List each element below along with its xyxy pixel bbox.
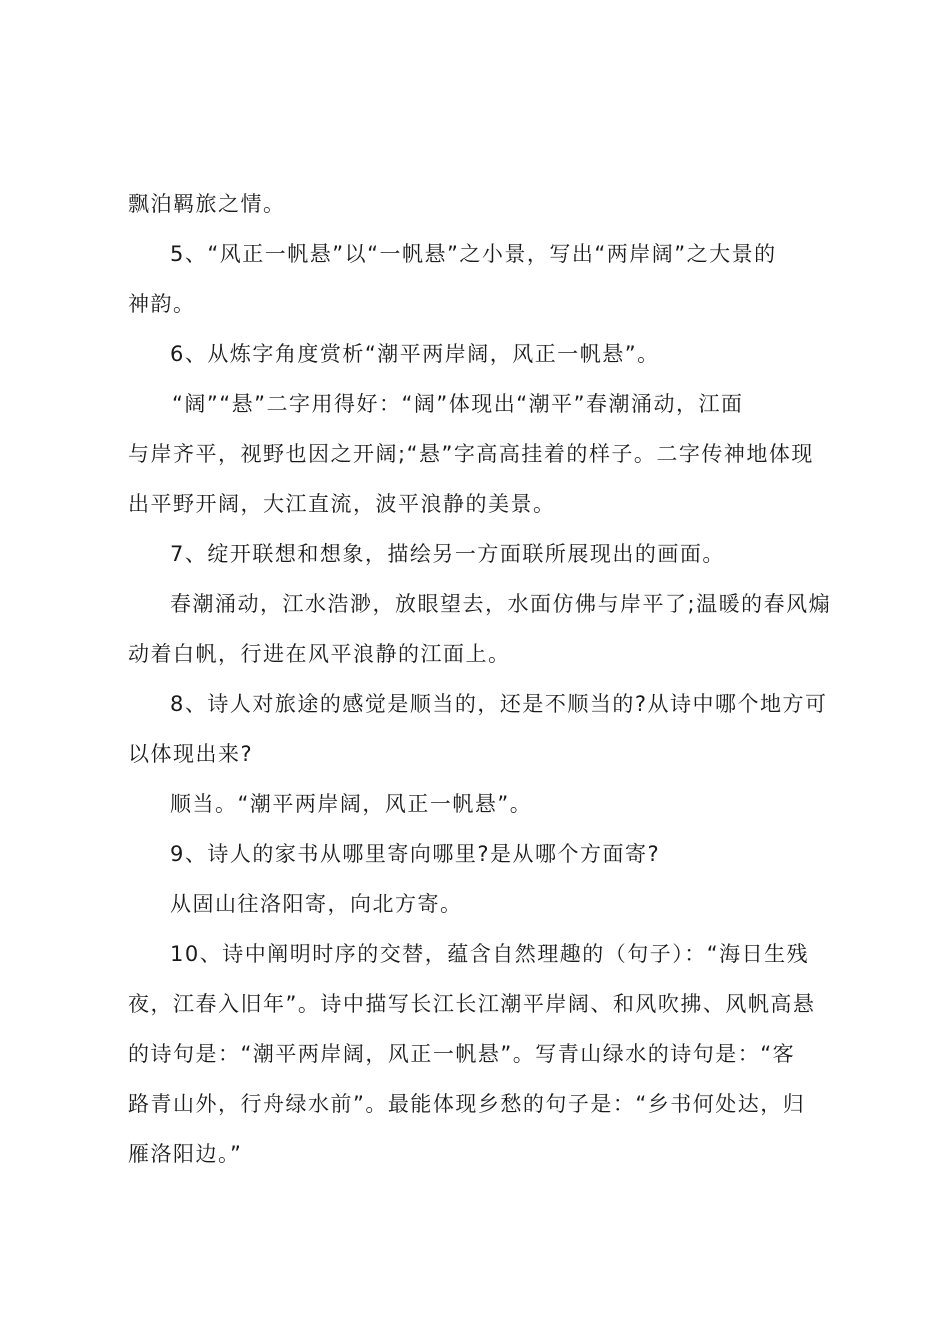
answer-6-line-1: “阔”“悬”二字用得好：“阔”体现出“潮平”春潮涌动，江面 bbox=[172, 392, 744, 416]
question-7: 7、绽开联想和想象，描绘另一方面联所展现出的画面。 bbox=[170, 542, 725, 566]
question-5-line-2: 神韵。 bbox=[128, 292, 196, 316]
question-6: 6、从炼字角度赏析“潮平两岸阔，风正一帆悬”。 bbox=[170, 342, 660, 366]
answer-7-line-1: 春潮涌动，江水浩渺，放眼望去，水面仿佛与岸平了;温暖的春风煽 bbox=[170, 592, 832, 616]
question-8-line-2: 以体现出来? bbox=[128, 742, 254, 766]
question-10-line-4: 路青山外，行舟绿水前”。最能体现乡愁的句子是：“乡书何处达，归 bbox=[128, 1092, 806, 1116]
answer-8: 顺当。“潮平两岸阔，风正一帆悬”。 bbox=[170, 792, 533, 816]
answer-6-line-3: 出平野开阔，大江直流，波平浪静的美景。 bbox=[128, 492, 556, 516]
text-line: 飘泊羁旅之情。 bbox=[128, 192, 286, 216]
question-9: 9、诗人的家书从哪里寄向哪里?是从哪个方面寄? bbox=[170, 842, 661, 866]
question-5-line-1: 5、“风正一帆悬”以“一帆悬”之小景，写出“两岸阔”之大景的 bbox=[170, 242, 777, 266]
question-10-line-1: 10、诗中阐明时序的交替，蕴含自然理趣的（句子）：“海日生残 bbox=[170, 942, 810, 966]
answer-7-line-2: 动着白帆，行进在风平浪静的江面上。 bbox=[128, 642, 511, 666]
question-8-line-1: 8、诗人对旅途的感觉是顺当的，还是不顺当的?从诗中哪个地方可 bbox=[170, 692, 828, 716]
question-10-line-2: 夜，江春入旧年”。诗中描写长江长江潮平岸阔、和风吹拂、风帆高悬 bbox=[128, 992, 816, 1016]
question-10-line-3: 的诗句是：“潮平两岸阔，风正一帆悬”。写青山绿水的诗句是：“客 bbox=[128, 1042, 796, 1066]
answer-9: 从固山往洛阳寄，向北方寄。 bbox=[170, 892, 463, 916]
answer-6-line-2: 与岸齐平，视野也因之开阔;“悬”字高高挂着的样子。二字传神地体现 bbox=[128, 442, 814, 466]
document-body bbox=[128, 179, 838, 1179]
question-10-line-5: 雁洛阳边。” bbox=[128, 1142, 243, 1166]
